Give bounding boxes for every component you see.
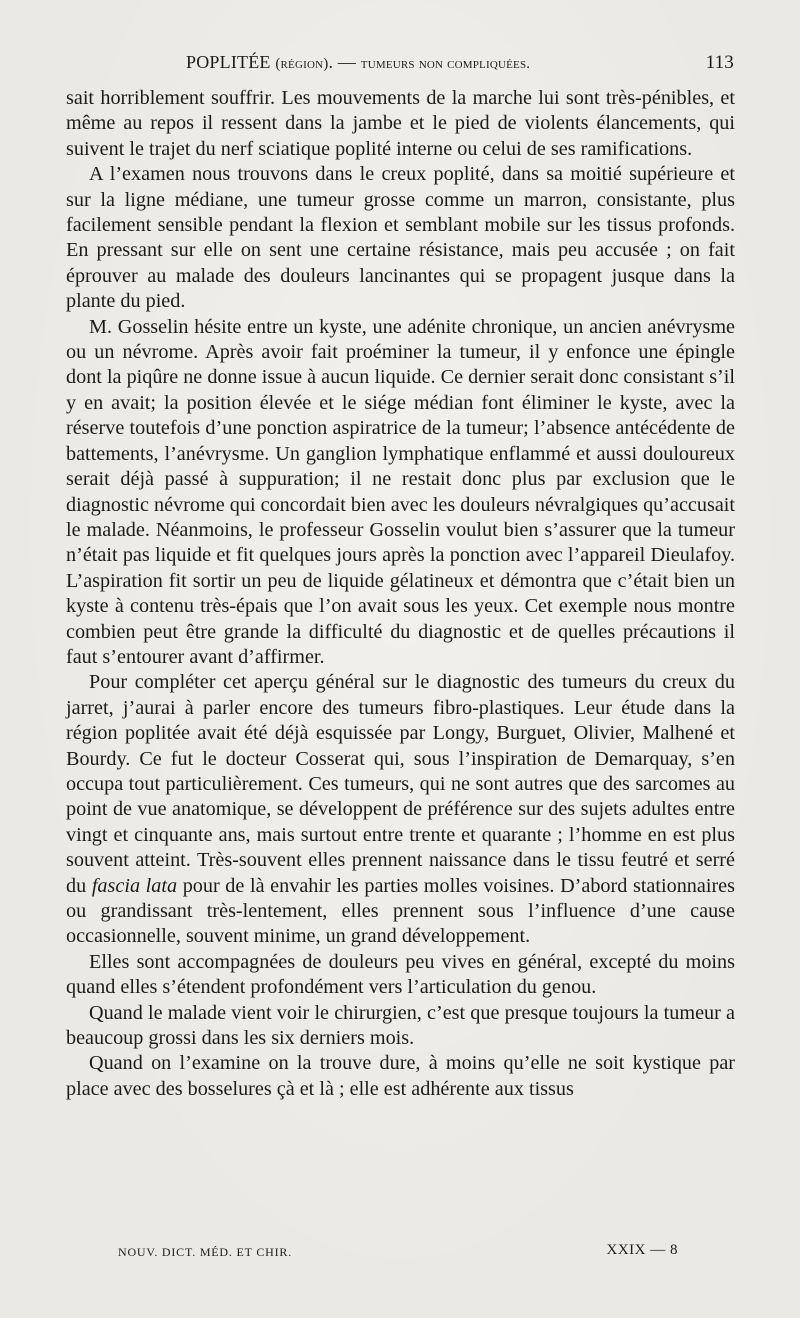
paragraph-text: pour de là envahir les parties molles voisines. D’abord stationnaires ou grandissant très-lentement, elles prennent sous l’influence d’une cause occasionnelle, souvent minime, un grand développement. <box>66 874 735 948</box>
header-region: (région) <box>275 56 329 72</box>
page-footer <box>118 1242 678 1262</box>
italic-term: fascia lata <box>91 874 178 897</box>
paragraph: Quand le malade vient voir le chirurgien, c’est que presque toujours la tumeur a beaucoup grossi dans les six derniers mois. <box>66 1001 735 1050</box>
paragraph: Quand on l’examine on la trouve dure, à moins qu’elle ne soit kystique par place avec des bosselures çà et là ; elle est adhérente aux tissus <box>66 1052 735 1100</box>
body-text <box>66 86 735 1102</box>
header-title-word: POPLITÉE <box>186 52 271 72</box>
footer-signature: NOUV. DICT. MÉD. ET CHIR. <box>118 1245 293 1259</box>
header-separator: . — <box>328 52 357 72</box>
page-number: 113 <box>705 52 734 73</box>
header-subject: tumeurs non compliquées. <box>360 56 531 72</box>
paragraph: A l’examen nous trouvons dans le creux poplité, dans sa moitié supérieure et sur la ligne médiane, une tumeur grosse comme un marron, consistante, plus facilement sensible pendant la flexion et semblant mobile sur les tissus profonds. En pressant sur elle on sent une certaine résistance, mais peu accusée ; on fait éprouver au malade des douleurs lancinantes qui se propagent jusque dans la plante du pied. <box>66 163 735 313</box>
running-header <box>66 52 736 78</box>
paragraph-continuation: sait horriblement souffrir. Les mouvements de la marche lui sont très-pénibles, et même au repos il ressent dans la jambe et le pied de violents élancements, qui suivent le trajet du nerf sciatique poplité interne ou celui de ses ramifications. <box>66 87 735 160</box>
footer-volume: XXIX — 8 <box>606 1242 678 1258</box>
paragraph: M. Gosselin hésite entre un kyste, une adénite chronique, un ancien anévrysme ou un névrome. Après avoir fait proéminer la tumeur, il y enfonce une épingle dont la piqûre ne donne issue à aucun liquide. Ce dernier serait donc consistant s’il y en avait; la position élevée et le siége médian font éliminer le kyste, avec la réserve toutefois d’une ponction aspiratrice de la tumeur; l’absence antécédente de battements, l’anévrysme. Un ganglion lymphatique enflammé et aussi douloureux serait déjà passé à suppuration; il ne restait donc plus par exclusion que le diagnostic névrome qui concordait bien avec les douleurs névralgiques qu’accusait le malade. Néanmoins, le professeur Gosselin voulut bien s’assurer que la tumeur n’était pas liquide et fit quelques jours après la ponction avec l’appareil Dieulafoy. L’aspiration fit sortir un peu de liquide gélatineux et démontra que c’était bien un kyste à contenu très-épais que l’on avait sous les yeux. Cet exemple nous montre combien peut être grande la difficulté du diagnostic et de quelles précautions il faut s’entourer avant d’affirmer. <box>66 315 735 668</box>
paragraph: Elles sont accompagnées de douleurs peu vives en général, excepté du moins quand elles s’étendent profondément vers l’articulation du genou. <box>66 950 735 999</box>
header-title <box>186 52 530 73</box>
paragraph <box>66 670 735 949</box>
paragraph-text: Pour compléter cet aperçu général sur le diagnostic des tumeurs du creux du jarret, j’aurai à parler encore des tumeurs fibro-plastiques. Leur étude dans la région poplitée avait été déjà esquissée par Longy, Burguet, Olivier, Malhené et Bourdy. Ce fut le docteur Cosserat qui, sous l’inspiration de Demarquay, s’en occupa tout particulièrement. Ces tumeurs, qui ne sont autres que des sarcomes au point de vue anatomique, se développent de préférence sur des sujets adultes entre vingt et cinquante ans, mais surtout entre trente et quarante ; l’homme en est plus souvent atteint. Très-souvent elles prennent naissance dans le tissu feutré et serré du <box>66 671 735 897</box>
